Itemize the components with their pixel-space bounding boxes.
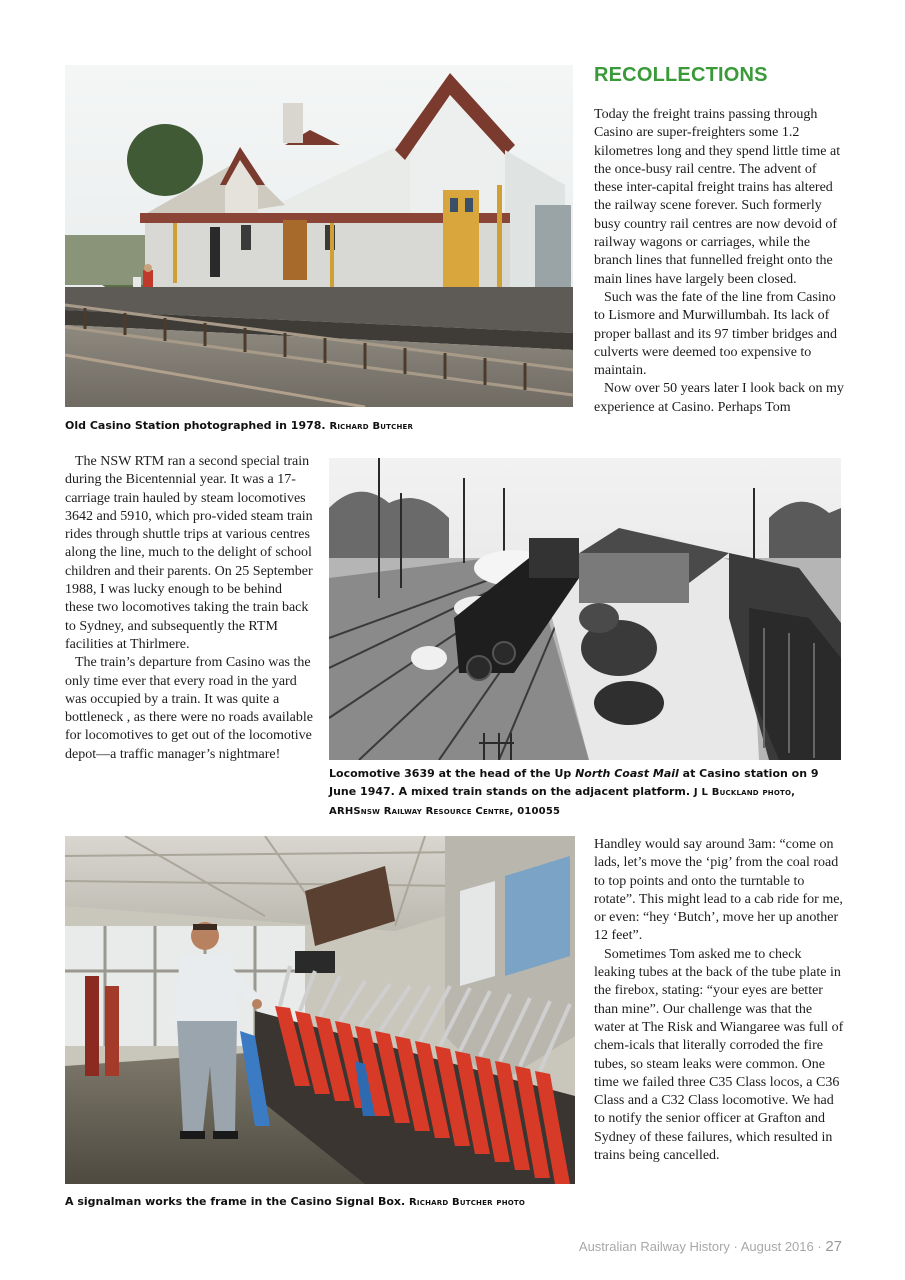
- page-number: 27: [825, 1238, 842, 1255]
- paragraph: The train’s departure from Casino was the only time ever that every road in the yard was occupied by a train. It was quite a bottleneck , as there were no roads available for locomotives to get out of the locomotive depot—a traffic manager’s nightmare!: [65, 655, 314, 762]
- caption-bottom-credit: Richard Butcher photo: [409, 1197, 526, 1208]
- publication-info: Australian Railway History · August 2016 ·: [578, 1239, 822, 1254]
- right-column-bottom: [594, 836, 844, 1165]
- paragraph: Such was the fate of the line from Casino to Lismore and Murwillumbah. Its lack of proper ballast and its 97 timber bridges and culverts were deemed too expensive to maintain.: [594, 289, 837, 379]
- caption-bottom-text: A signalman works the frame in the Casino Signal Box.: [65, 1195, 406, 1208]
- caption-middle-credit: J L Buckland photo, ARHSnsw Railway Resource Centre, 010055: [329, 787, 796, 817]
- paragraph: Handley would say around 3am: “come on lads, let’s move the ‘pig’ from the coal road to top points and onto the turntable to rotate”. This might lead to a cab ride for me, or even: “hey ‘Butch’, move her up another 12 feet”.: [594, 837, 843, 944]
- caption-middle-text-2: at Casino station on 9 June 1947. A mixed train stands on the adjacent platform.: [329, 767, 819, 798]
- paragraph: Today the freight trains passing through Casino are super-freighters some 1.2 kilometres long and they spend little time at the once-busy rail centre. The advent of these inter-capital freight trains has altered the railway scene forever. Such formerly busy country rail centres are now devoid of railway wagons or carriages, while the branch lines that funnelled freight onto the main lines have largely been closed.: [594, 107, 841, 287]
- caption-middle-text-1: Locomotive 3639 at the head of the Up: [329, 767, 576, 780]
- caption-bottom-photo: [65, 1193, 580, 1212]
- page-footer: [579, 1238, 842, 1255]
- section-heading: RECOLLECTIONS: [594, 64, 768, 86]
- caption-middle-train-name: North Coast Mail: [575, 767, 679, 780]
- paragraph: The NSW RTM ran a second special train during the Bicentennial year. It was a 17-carriage train hauled by steam locomotives 3642 and 5910, which pro-vided steam train rides through shuttle trips at various centres along the line, much to the delight of school children and their parents. On 25 September 1988, I was lucky enough to be behind these two locomotives taking the train back to Sydney, and subsequently the RTM facilities at Thirlmere.: [65, 454, 313, 652]
- right-column-top: [594, 106, 844, 417]
- caption-top-photo: [65, 417, 575, 436]
- caption-top-credit: Richard Butcher: [329, 421, 414, 432]
- photo-casino-signal-box: [65, 836, 575, 1184]
- paragraph: Now over 50 years later I look back on my experience at Casino. Perhaps Tom: [594, 381, 844, 415]
- paragraph: Sometimes Tom asked me to check leaking tubes at the back of the tube plate in the firebox, stating: “your eyes are better than mine”. Our challenge was that the water at The Risk and Wiangaree was full of chem-icals that literally corroded the fire tubes, so steam leaks were common. One time we failed three C35 Class locos, a C36 Class and a C32 Class locomotive. We had to notify the senior officer at Grafton and Sydney of these failures, which resulted in trains being cancelled.: [594, 946, 844, 1164]
- caption-middle-photo: [329, 765, 844, 821]
- photo-locomotive-3639: [329, 458, 841, 760]
- left-column: [65, 453, 313, 764]
- caption-top-text: Old Casino Station photographed in 1978.: [65, 419, 326, 432]
- photo-old-casino-station: [65, 65, 573, 407]
